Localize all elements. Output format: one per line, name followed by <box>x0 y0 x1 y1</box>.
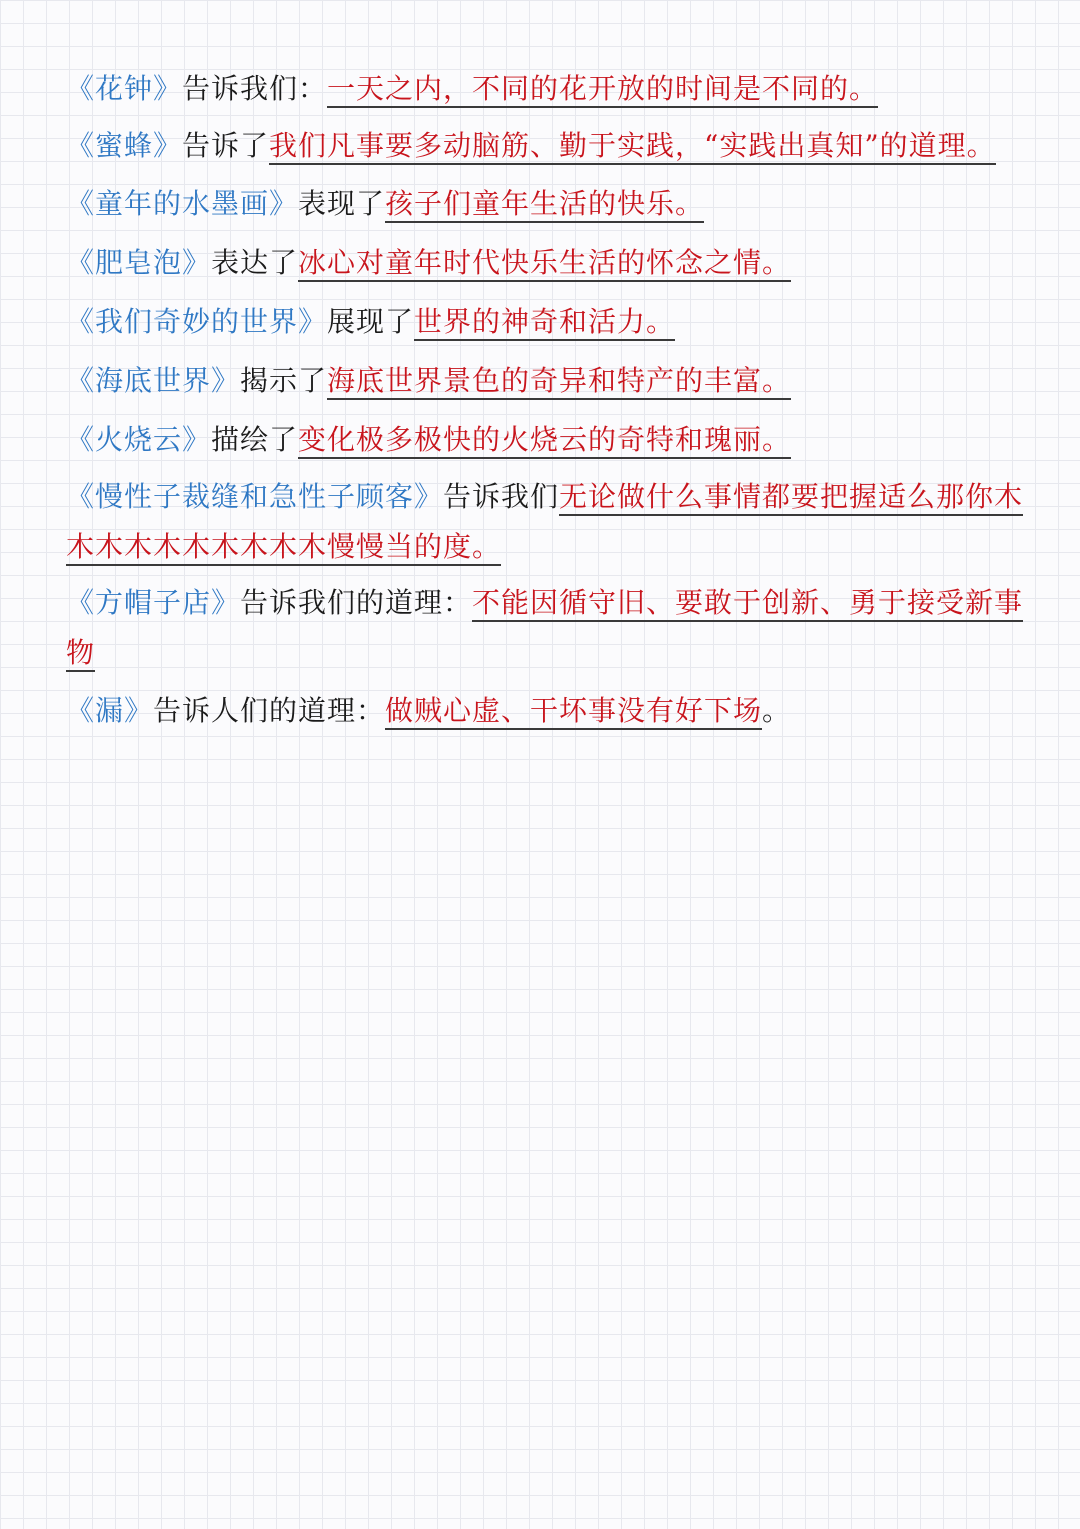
lesson-title: 《蜜蜂》 <box>66 129 183 162</box>
lesson-answer: 海底世界景色的奇异和特产的丰富。 <box>327 364 791 400</box>
lesson-answer: 做贼心虚、干坏事没有好下场 <box>385 694 762 730</box>
note-entry-man-xing-zi <box>66 472 1026 572</box>
note-entry-qi-miao-shi-jie <box>66 295 1026 348</box>
note-entry-hai-di-shi-jie <box>66 354 1026 407</box>
lesson-answer: 孩子们童年生活的快乐。 <box>385 187 704 223</box>
note-entry-tong-nian <box>66 177 1026 230</box>
lesson-title: 《慢性子裁缝和急性子顾客》 <box>66 480 444 513</box>
lesson-verb: 告诉我们的道理： <box>240 586 473 619</box>
lesson-title: 《童年的水墨画》 <box>66 187 299 220</box>
lesson-verb: 告诉我们 <box>443 480 560 513</box>
note-entry-fei-zao-pao <box>66 236 1026 289</box>
note-entry-mi-feng <box>66 121 1026 171</box>
lesson-verb: 告诉人们的道理： <box>153 694 386 727</box>
lesson-title: 《肥皂泡》 <box>66 246 212 279</box>
lesson-verb: 展现了 <box>327 305 415 338</box>
note-entry-huo-shao-yun <box>66 413 1026 466</box>
lesson-answer: 一天之内，不同的花开放的时间是不同的。 <box>327 72 878 108</box>
lesson-verb: 告诉了 <box>182 129 270 162</box>
lesson-verb: 表现了 <box>298 187 386 220</box>
lesson-answer: 冰心对童年时代快乐生活的怀念之情。 <box>298 246 791 282</box>
lesson-verb: 表达了 <box>211 246 299 279</box>
lesson-verb: 揭示了 <box>240 364 328 397</box>
lesson-answer: 我们凡事要多动脑筋、勤于实践，“实践出真知”的道理。 <box>269 129 996 165</box>
lesson-title: 《我们奇妙的世界》 <box>66 305 328 338</box>
lesson-title: 《火烧云》 <box>66 423 212 456</box>
note-entry-fang-mao-zi-dian <box>66 578 1026 678</box>
lesson-answer: 无论做什么事情都要把握适么那你木木木木木木木木木木慢慢当的度。 <box>66 480 1023 566</box>
note-entry-hua-zhong <box>66 62 1026 115</box>
lesson-tail-punctuation: 。 <box>762 694 792 727</box>
lesson-verb: 告诉我们： <box>182 72 328 105</box>
lesson-answer: 不能因循守旧、要敢于创新、勇于接受新事物 <box>66 586 1023 672</box>
lesson-answer: 世界的神奇和活力。 <box>414 305 675 341</box>
lesson-title: 《花钟》 <box>66 72 183 105</box>
lesson-title: 《海底世界》 <box>66 364 241 397</box>
notes-sheet <box>66 62 1026 743</box>
note-entry-lou <box>66 684 1026 737</box>
lesson-title: 《漏》 <box>66 694 154 727</box>
lesson-title: 《方帽子店》 <box>66 586 241 619</box>
lesson-answer: 变化极多极快的火烧云的奇特和瑰丽。 <box>298 423 791 459</box>
lesson-verb: 描绘了 <box>211 423 299 456</box>
